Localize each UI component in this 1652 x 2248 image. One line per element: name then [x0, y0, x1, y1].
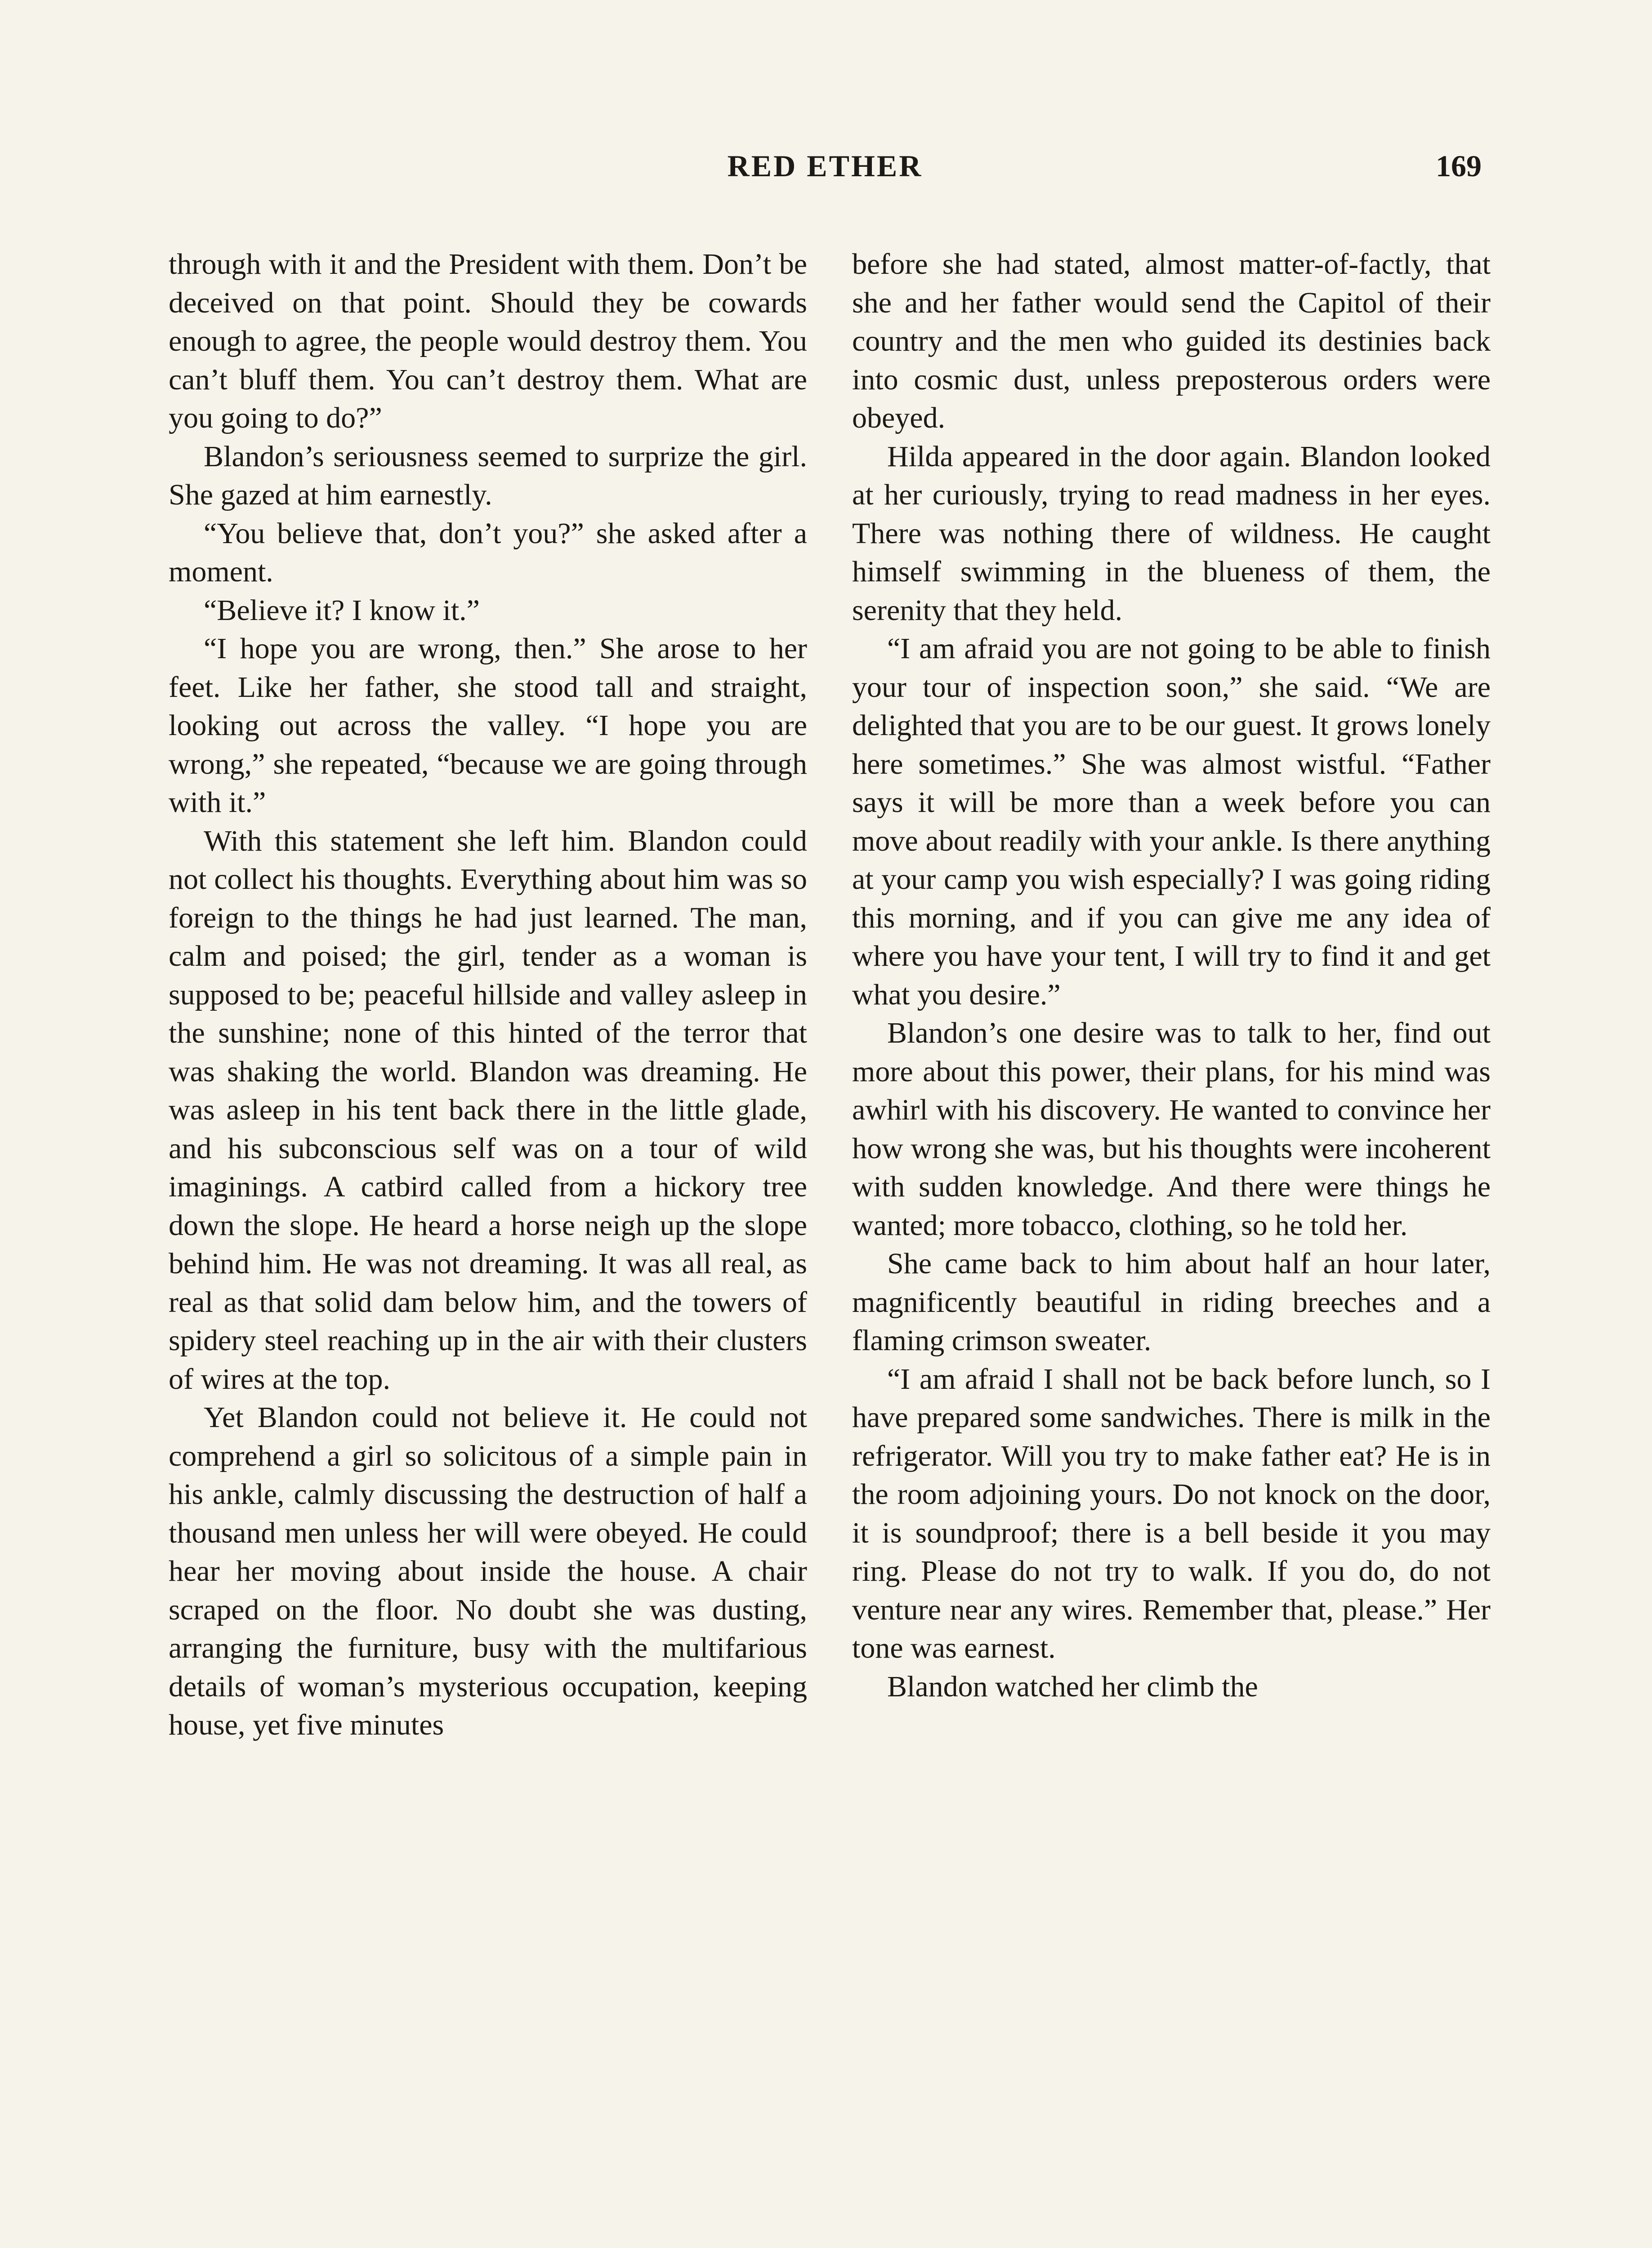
paragraph: Yet Blandon could not believe it. He could not comprehend a girl so solicitous of a simple pain in his ankle, calmly discussing the destruction of half a thousand men unless her will were obeyed. He could hear her moving about inside the house. A chair scraped on the floor. No doubt she was dusting, arranging the furniture, busy with the multifarious details of woman’s mysterious occupation, keeping house, yet five minutes [169, 1401, 807, 1741]
paragraph: through with it and the President with them. Don’t be deceived on that point. Should they be cowards enough to agree, the people would destroy them. You can’t bluff them. You can’t destroy them. What are you going to do?” [169, 248, 807, 434]
paragraph: “You believe that, don’t you?” she asked after a moment. [169, 517, 807, 588]
paragraph: “I am afraid you are not going to be able to finish your tour of inspection soon,” she said. “We are delighted that you are to be our guest. It grows lonely here sometimes.” She was almost wistful. “Father says it will be more than a week before you can move about readily with your ankle. Is there anything at your camp you wish especially? I was going riding this morning, and if you can give me any idea of where you have your tent, I will try to find it and get what you desire.” [852, 632, 1491, 1011]
left-text-column [169, 245, 807, 1744]
paragraph: “I hope you are wrong, then.” She arose to her feet. Like her father, she stood tall and straight, looking out across the valley. “I hope you are wrong,” she repeated, “because we are going through with it.” [169, 632, 807, 819]
paragraph: Blandon’s seriousness seemed to surprize the girl. She gazed at him earnestly. [169, 440, 807, 511]
paragraph: With this statement she left him. Blandon could not collect his thoughts. Everything about him was so foreign to the things he had just learned. The man, calm and poised; the girl, tender as a woman is supposed to be; peaceful hillside and valley asleep in the sunshine; none of this hinted of the terror that was shaking the world. Blandon was dreaming. He was asleep in his tent back there in the little glade, and his subconscious self was on a tour of wild imaginings. A catbird called from a hickory tree down the slope. He heard a horse neigh up the slope behind him. He was not dreaming. It was all real, as real as that solid dam below him, and the towers of spidery steel reaching up in the air with their clusters of wires at the top. [169, 824, 807, 1396]
right-text-column [852, 245, 1491, 1706]
page-number: 169 [1436, 149, 1482, 183]
paragraph: She came back to him about half an hour later, magnificently beautiful in riding breeches and a flaming crimson sweater. [852, 1247, 1491, 1357]
paragraph: Blandon’s one desire was to talk to her, find out more about this power, their plans, for his mind was awhirl with his discovery. He wanted to convince her how wrong she was, but his thoughts were incoherent with sudden knowledge. And there were things he wanted; more tobacco, clothing, so he told her. [852, 1017, 1491, 1242]
running-title: RED ETHER [727, 149, 923, 183]
paragraph: Blandon watched her climb the [887, 1670, 1258, 1703]
running-header [169, 148, 1482, 193]
paragraph: “Believe it? I know it.” [204, 593, 480, 627]
paragraph: “I am afraid I shall not be back before lunch, so I have prepared some sandwiches. There is milk in the refrigerator. Will you try to make father eat? He is in the room adjoining yours. Do not knock on the door, it is soundproof; there is a bell beside it you may ring. Please do not try to walk. If you do, do not venture near any wires. Remember that, please.” Her tone was earnest. [852, 1362, 1491, 1664]
paragraph: Hilda appeared in the door again. Blandon looked at her curiously, trying to read madness in her eyes. There was nothing there of wildness. He caught himself swimming in the blueness of them, the serenity that they held. [852, 440, 1491, 627]
paragraph: before she had stated, almost matter-of-factly, that she and her father would send the Capitol of their country and the men who guided its destinies back into cosmic dust, unless preposterous orders were obeyed. [852, 248, 1491, 434]
